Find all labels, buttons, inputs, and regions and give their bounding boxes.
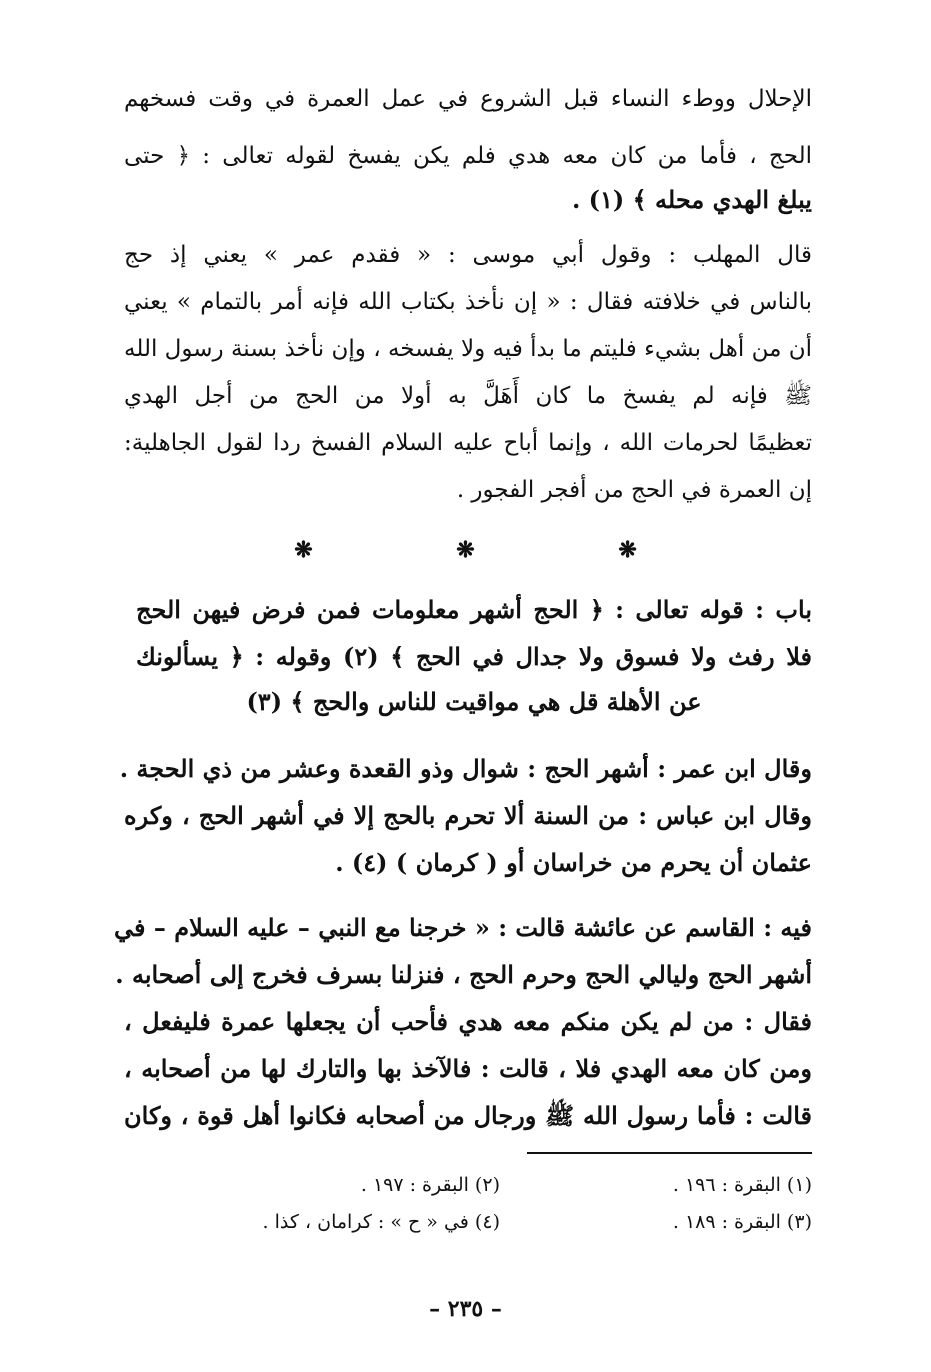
chapter-heading-line-1: باب : قوله تعالى : ﴿ الحج أشهر معلومات فمن فرض فيهن الحج: [136, 595, 812, 624]
paragraph-3-line-2: وقال ابن عباس : من السنة ألا تحرم بالحج إلا في أشهر الحج ، وكره: [124, 801, 812, 830]
page-number: – ٢٣٥ –: [429, 1296, 502, 1322]
footnote-4: (٤) في « ح » : كرامان ، كذا .: [262, 1211, 500, 1233]
section-separator: ❋ ❋ ❋: [294, 537, 705, 563]
chapter-heading-line-2: فلا رفث ولا فسوق ولا جدال في الحج ﴾ (٢) وقوله : ﴿ يسألونك: [136, 642, 813, 671]
paragraph-1-line-1: الإحلال ووطء النساء قبل الشروع في عمل العمرة في وقت فسخهم: [124, 86, 812, 112]
paragraph-2-line-3: أن من أهل بشيء فليتم ما بدأ فيه ولا يفسخه ، وإن نأخذ بسنة رسول الله: [124, 336, 812, 362]
paragraph-4-line-4: ومن كان معه الهدي فلا ، قالت : فالآخذ بها والتارك لها من أصحابه ،: [124, 1054, 812, 1083]
paragraph-2-line-4: ﷺ فإنه لم يفسخ ما كان أَهَلَّ به أولا من الحج من أجل الهدي: [124, 383, 812, 409]
paragraph-4-line-2: أشهر الحج وليالي الحج وحرم الحج ، فنزلنا بسرف فخرج إلى أصحابه .: [115, 960, 812, 989]
paragraph-3-line-3: عثمان أن يحرم من خراسان أو ( كرمان ) (٤) .: [335, 848, 812, 877]
footnote-1: (١) البقرة : ١٩٦ .: [672, 1174, 812, 1196]
footnote-2: (٢) البقرة : ١٩٧ .: [360, 1174, 500, 1196]
paragraph-3-line-1: وقال ابن عمر : أشهر الحج : شوال وذو القعدة وعشر من ذي الحجة .: [119, 754, 812, 783]
paragraph-4-line-3: فقال : من لم يكن منكم معه هدي فأحب أن يجعلها عمرة فليفعل ،: [124, 1007, 812, 1036]
footnote-separator-rule: [527, 1152, 812, 1154]
paragraph-1-line-3: يبلغ الهدي محله ﴾ (١) .: [571, 185, 812, 214]
paragraph-2-line-6: إن العمرة في الحج من أفجر الفجور .: [456, 477, 812, 503]
paragraph-2-line-5: تعظيمًا لحرمات الله ، وإنما أباح عليه السلام الفسخ ردا لقول الجاهلية:: [124, 430, 812, 456]
paragraph-4-line-5: قالت : فأما رسول الله ﷺ ورجال من أصحابه فكانوا أهل قوة ، وكان: [124, 1101, 812, 1130]
paragraph-4-line-1: فيه : القاسم عن عائشة قالت : « خرجنا مع النبي – عليه السلام – في: [114, 913, 812, 942]
paragraph-1-line-2: الحج ، فأما من كان معه هدي فلم يكن يفسخ لقوله تعالى : ﴿ حتى: [124, 143, 812, 169]
chapter-heading-line-3: عن الأهلة قل هي مواقيت للناس والحج ﴾ (٣): [246, 687, 702, 716]
footnote-3: (٣) البقرة : ١٨٩ .: [672, 1211, 812, 1233]
paragraph-2-line-1: قال المهلب : وقول أبي موسى : « فقدم عمر » يعني إذ حج: [124, 242, 812, 268]
paragraph-2-line-2: بالناس في خلافته فقال : « إن نأخذ بكتاب الله فإنه أمر بالتمام » يعني: [124, 289, 812, 315]
